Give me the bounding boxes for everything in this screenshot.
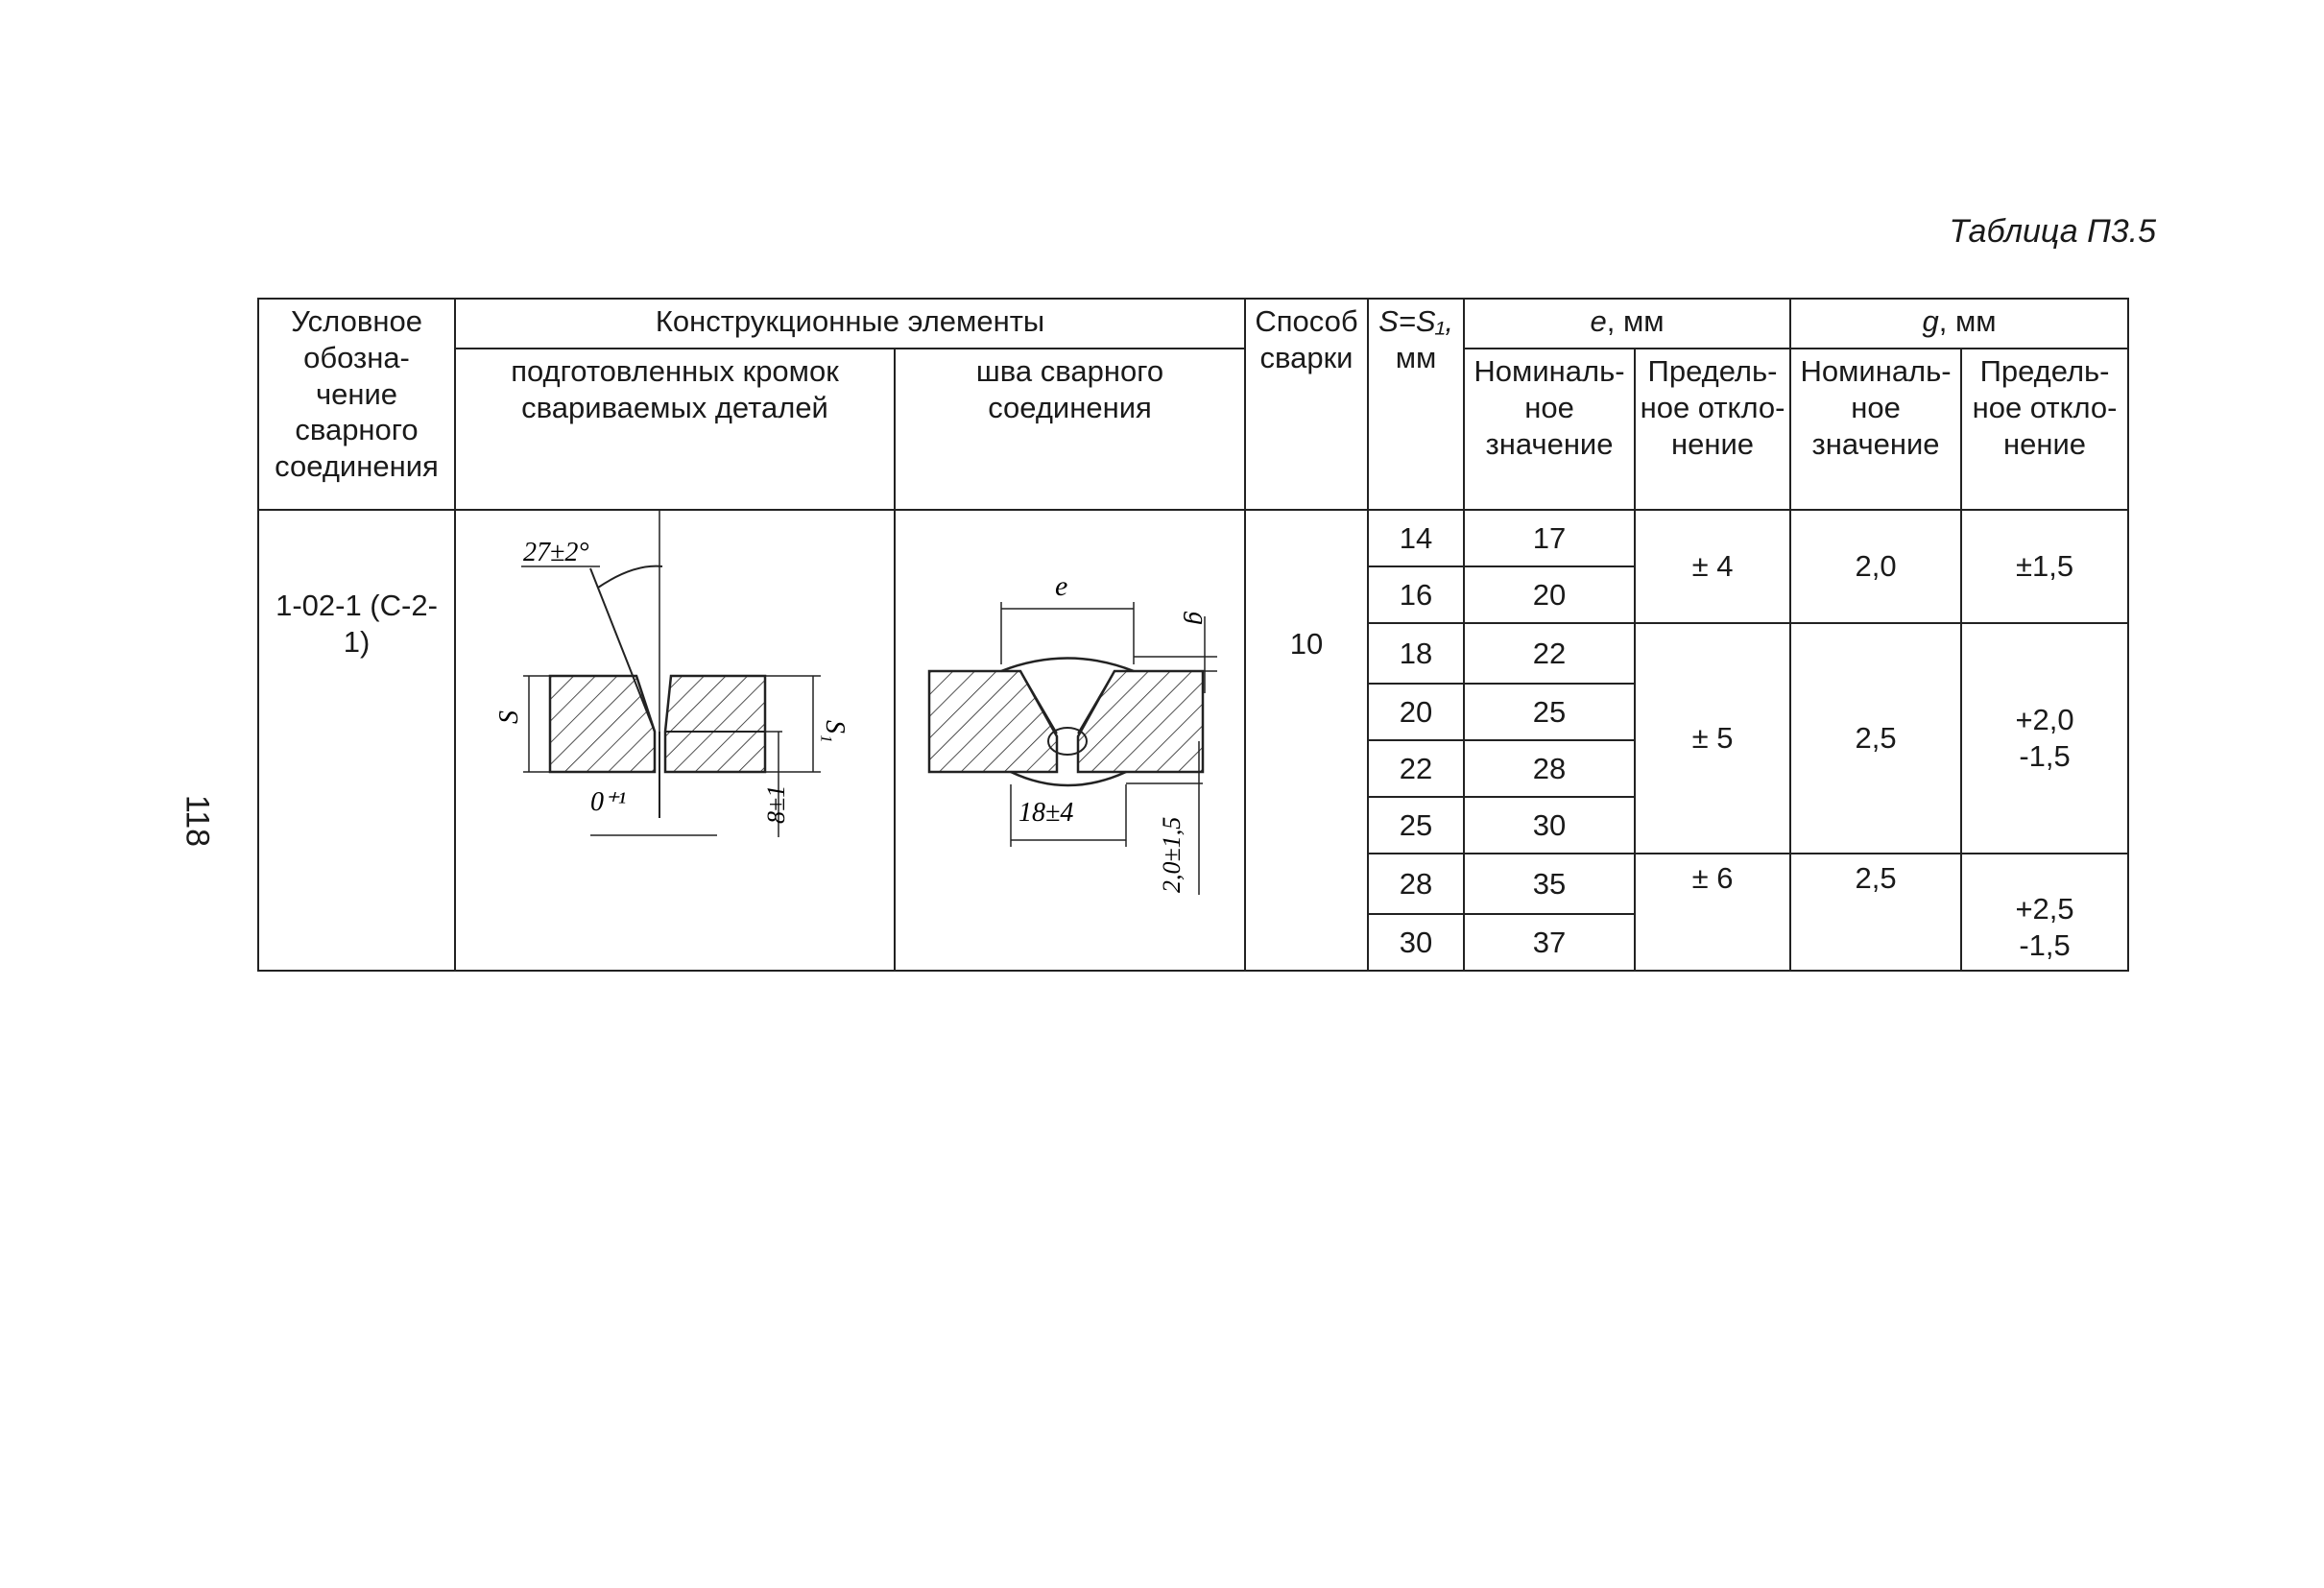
s-value: 25 bbox=[1368, 797, 1464, 854]
s-value: 20 bbox=[1368, 684, 1464, 740]
g-nominal: 2,0 bbox=[1790, 510, 1961, 623]
header-seam: шва сварного соединения bbox=[895, 349, 1245, 510]
s-value: 16 bbox=[1368, 566, 1464, 623]
e-deviation: ± 6 bbox=[1635, 854, 1790, 971]
s-value: 30 bbox=[1368, 914, 1464, 971]
e-deviation: ± 4 bbox=[1635, 510, 1790, 623]
s-value: 22 bbox=[1368, 740, 1464, 797]
edges-drawing bbox=[455, 510, 895, 971]
header-structural: Конструкционные элементы bbox=[455, 299, 1245, 349]
e-nominal: 30 bbox=[1464, 797, 1635, 854]
header-method: Способ сварки bbox=[1245, 299, 1368, 510]
header-g-nominal: Номиналь-ное значение bbox=[1790, 349, 1961, 510]
table-caption: Таблица П3.5 bbox=[1949, 213, 2156, 250]
page-number: 118 bbox=[179, 794, 216, 848]
seam-e-label: e bbox=[1055, 570, 1068, 602]
e-nominal: 25 bbox=[1464, 684, 1635, 740]
e-nominal: 37 bbox=[1464, 914, 1635, 971]
seam-drawing bbox=[895, 510, 1245, 971]
s-value: 18 bbox=[1368, 623, 1464, 684]
e-nominal: 28 bbox=[1464, 740, 1635, 797]
edges-angle-label: 27±2° bbox=[523, 538, 589, 567]
header-edges: подготовленных кромок свариваемых деталей bbox=[455, 349, 895, 510]
g-deviation: +2,0 -1,5 bbox=[1961, 623, 2128, 854]
e-nominal: 35 bbox=[1464, 854, 1635, 914]
header-s bbox=[1368, 299, 1464, 510]
g-nominal: 2,5 bbox=[1790, 854, 1961, 971]
e-deviation: ± 5 bbox=[1635, 623, 1790, 854]
g-deviation: +2,5 -1,5 bbox=[1961, 854, 2128, 971]
header-e-unit: , мм bbox=[1606, 304, 1665, 338]
header-g-deviation: Предель-ное откло-нение bbox=[1961, 349, 2128, 510]
edges-root-label: 8±1 bbox=[762, 784, 790, 824]
edges-s-label: S bbox=[494, 710, 524, 724]
header-e-nominal: Номиналь-ное значение bbox=[1464, 349, 1635, 510]
header-g-unit: , мм bbox=[1938, 304, 1997, 338]
e-nominal: 20 bbox=[1464, 566, 1635, 623]
header-designation: Условное обозна-чение сварного соединения bbox=[258, 299, 455, 510]
seam-root-label: 2,0±1,5 bbox=[1158, 816, 1186, 893]
e-nominal: 22 bbox=[1464, 623, 1635, 684]
seam-g-label: g bbox=[1183, 612, 1212, 625]
header-g bbox=[1790, 299, 2128, 349]
header-e bbox=[1464, 299, 1790, 349]
edges-gap-label: 0⁺¹ bbox=[590, 787, 627, 817]
designation-cell: 1-02-1 (С-2-1) bbox=[258, 510, 455, 971]
header-g-label: g bbox=[1922, 304, 1939, 338]
g-nominal: 2,5 bbox=[1790, 623, 1961, 854]
header-e-label: e bbox=[1590, 304, 1607, 338]
header-s-unit: мм bbox=[1395, 340, 1437, 374]
header-e-deviation: Предель-ное откло-нение bbox=[1635, 349, 1790, 510]
edges-s1-label: S₁ bbox=[820, 720, 850, 743]
seam-width-label: 18±4 bbox=[1018, 798, 1074, 828]
method-cell: 10 bbox=[1245, 510, 1368, 971]
e-nominal: 17 bbox=[1464, 510, 1635, 566]
s-value: 28 bbox=[1368, 854, 1464, 914]
header-s-label: S=S₁, bbox=[1378, 304, 1453, 338]
s-value: 14 bbox=[1368, 510, 1464, 566]
g-deviation: ±1,5 bbox=[1961, 510, 2128, 623]
welding-table bbox=[257, 298, 2129, 972]
